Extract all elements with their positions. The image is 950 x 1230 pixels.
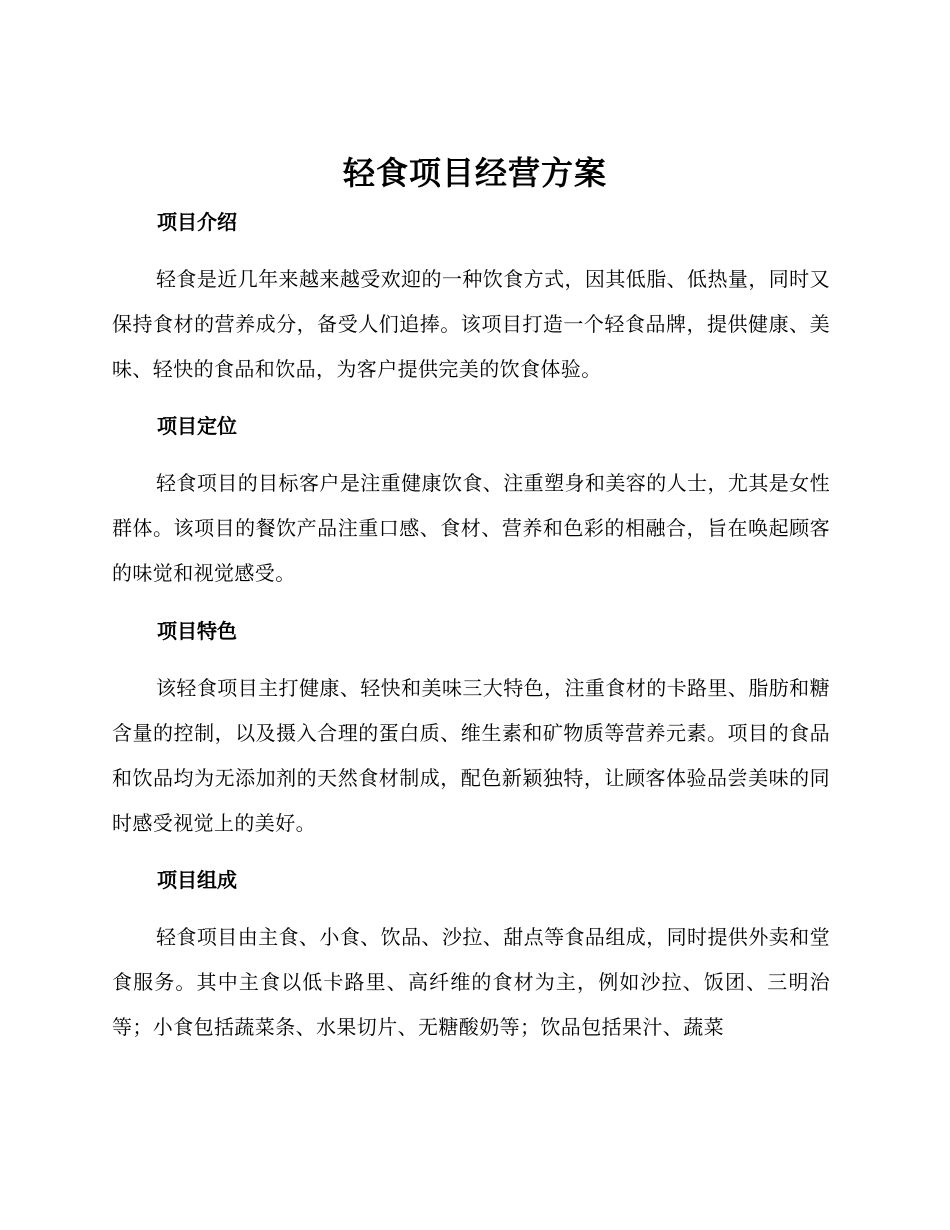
- section-heading-intro: 项目介绍: [157, 210, 237, 234]
- section-paragraph-intro: 轻食是近几年来越来越受欢迎的一种饮食方式，因其低脂、低热量，同时又保持食材的营养成分，备受人们追捧。该项目打造一个轻食品牌，提供健康、美味、轻快的食品和饮品，为客户提供完美的饮食体验。: [112, 267, 830, 381]
- document-title: 轻食项目经营方案: [342, 154, 607, 192]
- section-paragraph-features: 该轻食项目主打健康、轻快和美味三大特色，注重食材的卡路里、脂肪和糖含量的控制，以及摄入合理的蛋白质、维生素和矿物质等营养元素。项目的食品和饮品均为无添加剂的天然食材制成，配色新颖独特，让顾客体验品尝美味的同时感受视觉上的美好。: [112, 676, 830, 835]
- section-heading-features: 项目特色: [157, 619, 237, 643]
- section-paragraph-composition: 轻食项目由主食、小食、饮品、沙拉、甜点等食品组成，同时提供外卖和堂食服务。其中主食以低卡路里、高纤维的食材为主，例如沙拉、饭团、三明治等；小食包括蔬菜条、水果切片、无糖酸奶等；饮品包括果汁、蔬菜: [112, 925, 830, 1039]
- section-paragraph-positioning: 轻食项目的目标客户是注重健康饮食、注重塑身和美容的人士，尤其是女性群体。该项目的餐饮产品注重口感、食材、营养和色彩的相融合，旨在唤起顾客的味觉和视觉感受。: [112, 471, 830, 585]
- section-heading-composition: 项目组成: [157, 868, 237, 892]
- section-heading-positioning: 项目定位: [157, 414, 237, 438]
